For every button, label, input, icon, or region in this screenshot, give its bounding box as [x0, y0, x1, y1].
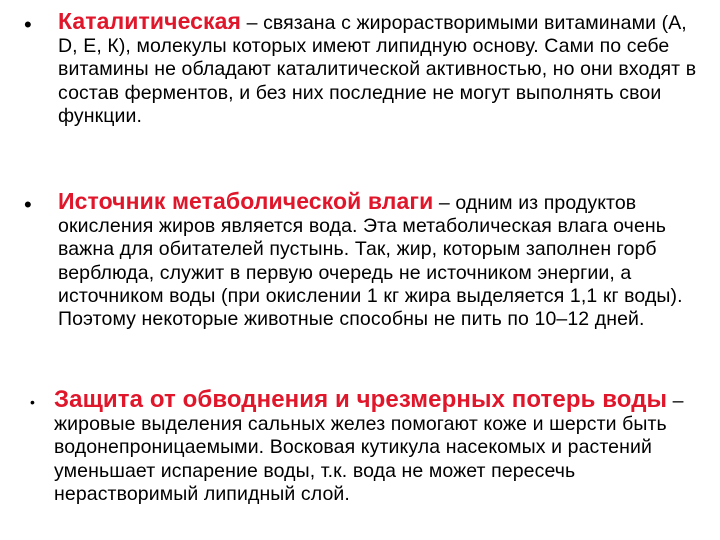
item-heading: Защита от обводнения и чрезмерных потерь воды	[54, 386, 668, 413]
item-body: жировые выделения сальных желез помогают коже и шерсти быть водонепроницаемыми. Восковая кутикула насекомых и растений уменьшает испарение воды, т.к. вода не может пересечь нерастворимый липидный слой.	[54, 413, 667, 505]
bullet-icon: •	[24, 12, 32, 37]
item-body: одним из продуктов окисления жиров является вода. Эта метаболическая влага очень важна для обитателей пустынь. Так, жир, которым заполнен горб верблюда, служит в первую очередь не источником энергии, а источником воды (при окислении 1 кг жира выделяется 1,1 кг воды). Поэтому некоторые животные способны не пить по 10–12 дней.	[58, 192, 683, 331]
item-text	[58, 190, 698, 331]
item-heading: Источник метаболической влаги	[58, 188, 434, 214]
item-heading: Каталитическая	[58, 8, 242, 34]
item-dash: –	[667, 390, 684, 412]
bullet-icon: •	[30, 394, 35, 410]
item-text	[58, 10, 698, 128]
bullet-icon: •	[24, 192, 32, 217]
item-text	[54, 388, 720, 506]
item-dash: –	[433, 192, 456, 214]
item-dash: –	[241, 12, 264, 34]
item-body: связана с жирорастворимыми витаминами (А, D, Е, К), молекулы которых имеют липидную основу. Сами по себе витамины не обладают каталитической активностью, но они входят в состав ферментов, и без них последние не могут выполнять свои функции.	[58, 12, 697, 127]
